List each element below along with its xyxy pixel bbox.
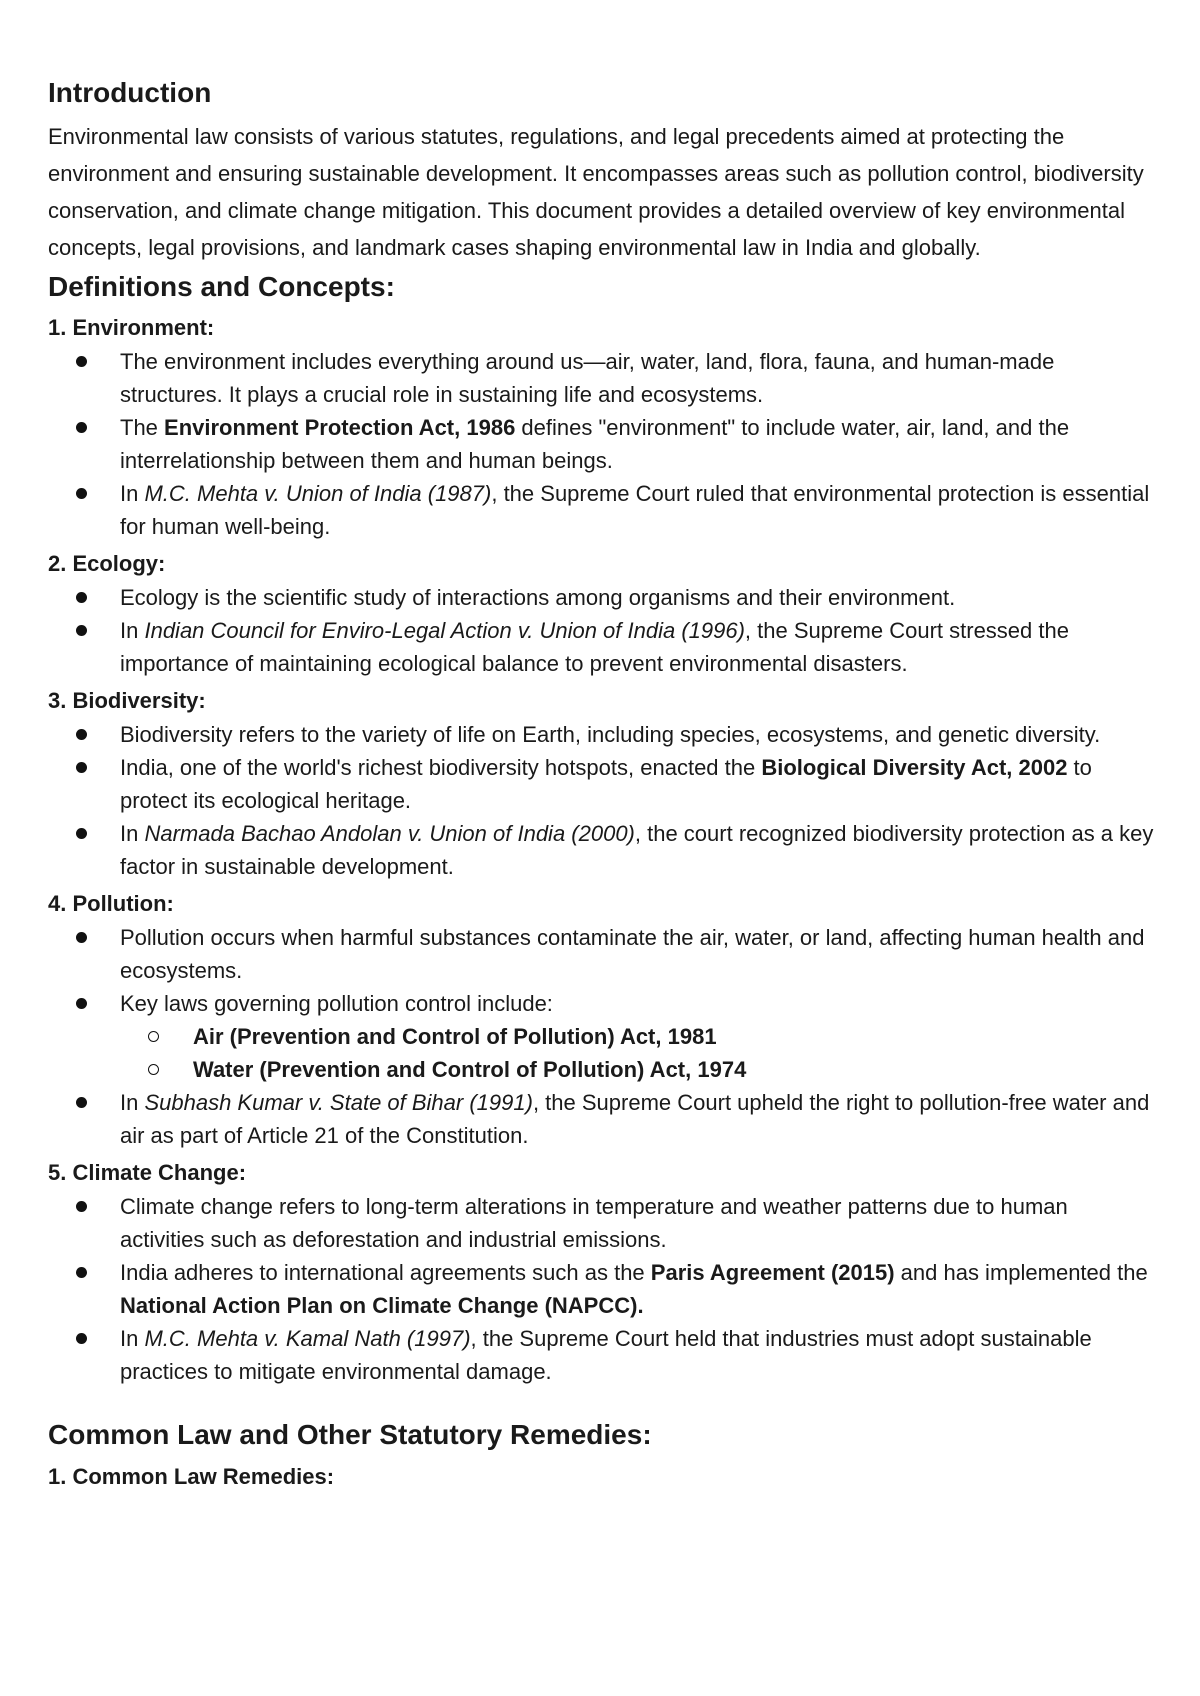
list-item: Key laws governing pollution control include: Air (Prevention and Control of Pollution) Act, 1981 Water (Prevention and Control of Pollution) Act, 1974 <box>48 987 1158 1086</box>
list-item: In Narmada Bachao Andolan v. Union of India (2000), the court recognized biodiversity protection as a key factor in sustainable development. <box>48 817 1158 883</box>
list-item: India, one of the world's richest biodiversity hotspots, enacted the Biological Diversity Act, 2002 to protect its ecological heritage. <box>48 751 1158 817</box>
list-item: Air (Prevention and Control of Pollution) Act, 1981 <box>120 1020 1158 1053</box>
document-page <box>48 76 1158 1494</box>
introduction-heading: Introduction <box>48 77 212 108</box>
list-item: Climate change refers to long-term alterations in temperature and weather patterns due to human activities such as deforestation and industrial emissions. <box>48 1190 1158 1256</box>
introduction-paragraph: Environmental law consists of various statutes, regulations, and legal precedents aimed at protecting the environment and ensuring sustainable development. It encompasses areas such as pollution control, biodiversity conservation, and climate change mitigation. This document provides a detailed overview of key environmental concepts, legal provisions, and landmark cases shaping environmental law in India and globally. <box>48 123 1144 260</box>
list-item: India adheres to international agreements such as the Paris Agreement (2015) and has implemented the National Action Plan on Climate Change (NAPCC). <box>48 1256 1158 1322</box>
list-item: The Environment Protection Act, 1986 defines "environment" to include water, air, land, and the interrelationship between them and human beings. <box>48 411 1158 477</box>
common-law-subheading: 1. Common Law Remedies: <box>48 1463 335 1489</box>
list-item: Water (Prevention and Control of Pollution) Act, 1974 <box>120 1053 1158 1086</box>
climate-change-subheading: 5. Climate Change: <box>48 1160 247 1186</box>
bullet-icon <box>76 1201 87 1212</box>
bullet-icon <box>76 1267 87 1278</box>
remedies-heading: Common Law and Other Statutory Remedies: <box>48 1419 652 1451</box>
case-name: Subhash Kumar v. State of Bihar (1991) <box>144 1090 533 1116</box>
list-item: Pollution occurs when harmful substances contaminate the air, water, or land, affecting human health and ecosystems. <box>48 921 1158 987</box>
pollution-subheading: 4. Pollution: <box>48 891 174 917</box>
bullet-icon <box>76 422 87 433</box>
bullet-icon <box>76 932 87 943</box>
bullet-icon <box>76 762 87 773</box>
pollution-list <box>48 921 1158 1152</box>
definitions-heading: Definitions and Concepts: <box>48 270 395 302</box>
bullet-icon <box>76 729 87 740</box>
climate-change-list <box>48 1190 1158 1388</box>
case-name: M.C. Mehta v. Union of India (1987) <box>144 481 492 507</box>
biodiversity-list <box>48 718 1158 883</box>
list-item: Ecology is the scientific study of interactions among organisms and their environment. <box>48 581 1158 614</box>
pollution-laws-list <box>120 1020 1158 1086</box>
circle-bullet-icon <box>148 1031 159 1042</box>
environment-list <box>48 345 1158 543</box>
ecology-list <box>48 581 1158 680</box>
bullet-icon <box>76 1333 87 1344</box>
list-item: In Indian Council for Enviro-Legal Action v. Union of India (1996), the Supreme Court stressed the importance of maintaining ecological balance to prevent environmental disasters. <box>48 614 1158 680</box>
bullet-icon <box>76 625 87 636</box>
list-item: In Subhash Kumar v. State of Bihar (1991), the Supreme Court upheld the right to pollution-free water and air as part of Article 21 of the Constitution. <box>48 1086 1158 1152</box>
act-name: Biological Diversity Act, 2002 <box>761 755 1068 781</box>
list-item: Biodiversity refers to the variety of life on Earth, including species, ecosystems, and genetic diversity. <box>48 718 1158 751</box>
case-name: Narmada Bachao Andolan v. Union of India (2000) <box>144 821 635 847</box>
bullet-icon <box>76 592 87 603</box>
bullet-icon <box>76 356 87 367</box>
bullet-icon <box>76 828 87 839</box>
bullet-icon <box>76 488 87 499</box>
bullet-icon <box>76 1097 87 1108</box>
case-name: Indian Council for Enviro-Legal Action v. Union of India (1996) <box>144 618 745 644</box>
bullet-icon <box>76 998 87 1009</box>
list-item: In M.C. Mehta v. Kamal Nath (1997), the Supreme Court held that industries must adopt sustainable practices to mitigate environmental damage. <box>48 1322 1158 1388</box>
list-item: In M.C. Mehta v. Union of India (1987), the Supreme Court ruled that environmental protection is essential for human well-being. <box>48 477 1158 543</box>
plan-name: National Action Plan on Climate Change (NAPCC). <box>120 1293 644 1319</box>
environment-subheading: 1. Environment: <box>48 315 215 341</box>
ecology-subheading: 2. Ecology: <box>48 551 166 577</box>
case-name: M.C. Mehta v. Kamal Nath (1997) <box>144 1326 471 1352</box>
circle-bullet-icon <box>148 1064 159 1075</box>
biodiversity-subheading: 3. Biodiversity: <box>48 688 206 714</box>
list-item: The environment includes everything around us—air, water, land, flora, fauna, and human-made structures. It plays a crucial role in sustaining life and ecosystems. <box>48 345 1158 411</box>
act-name: Environment Protection Act, 1986 <box>164 415 516 441</box>
agreement-name: Paris Agreement (2015) <box>650 1260 895 1286</box>
